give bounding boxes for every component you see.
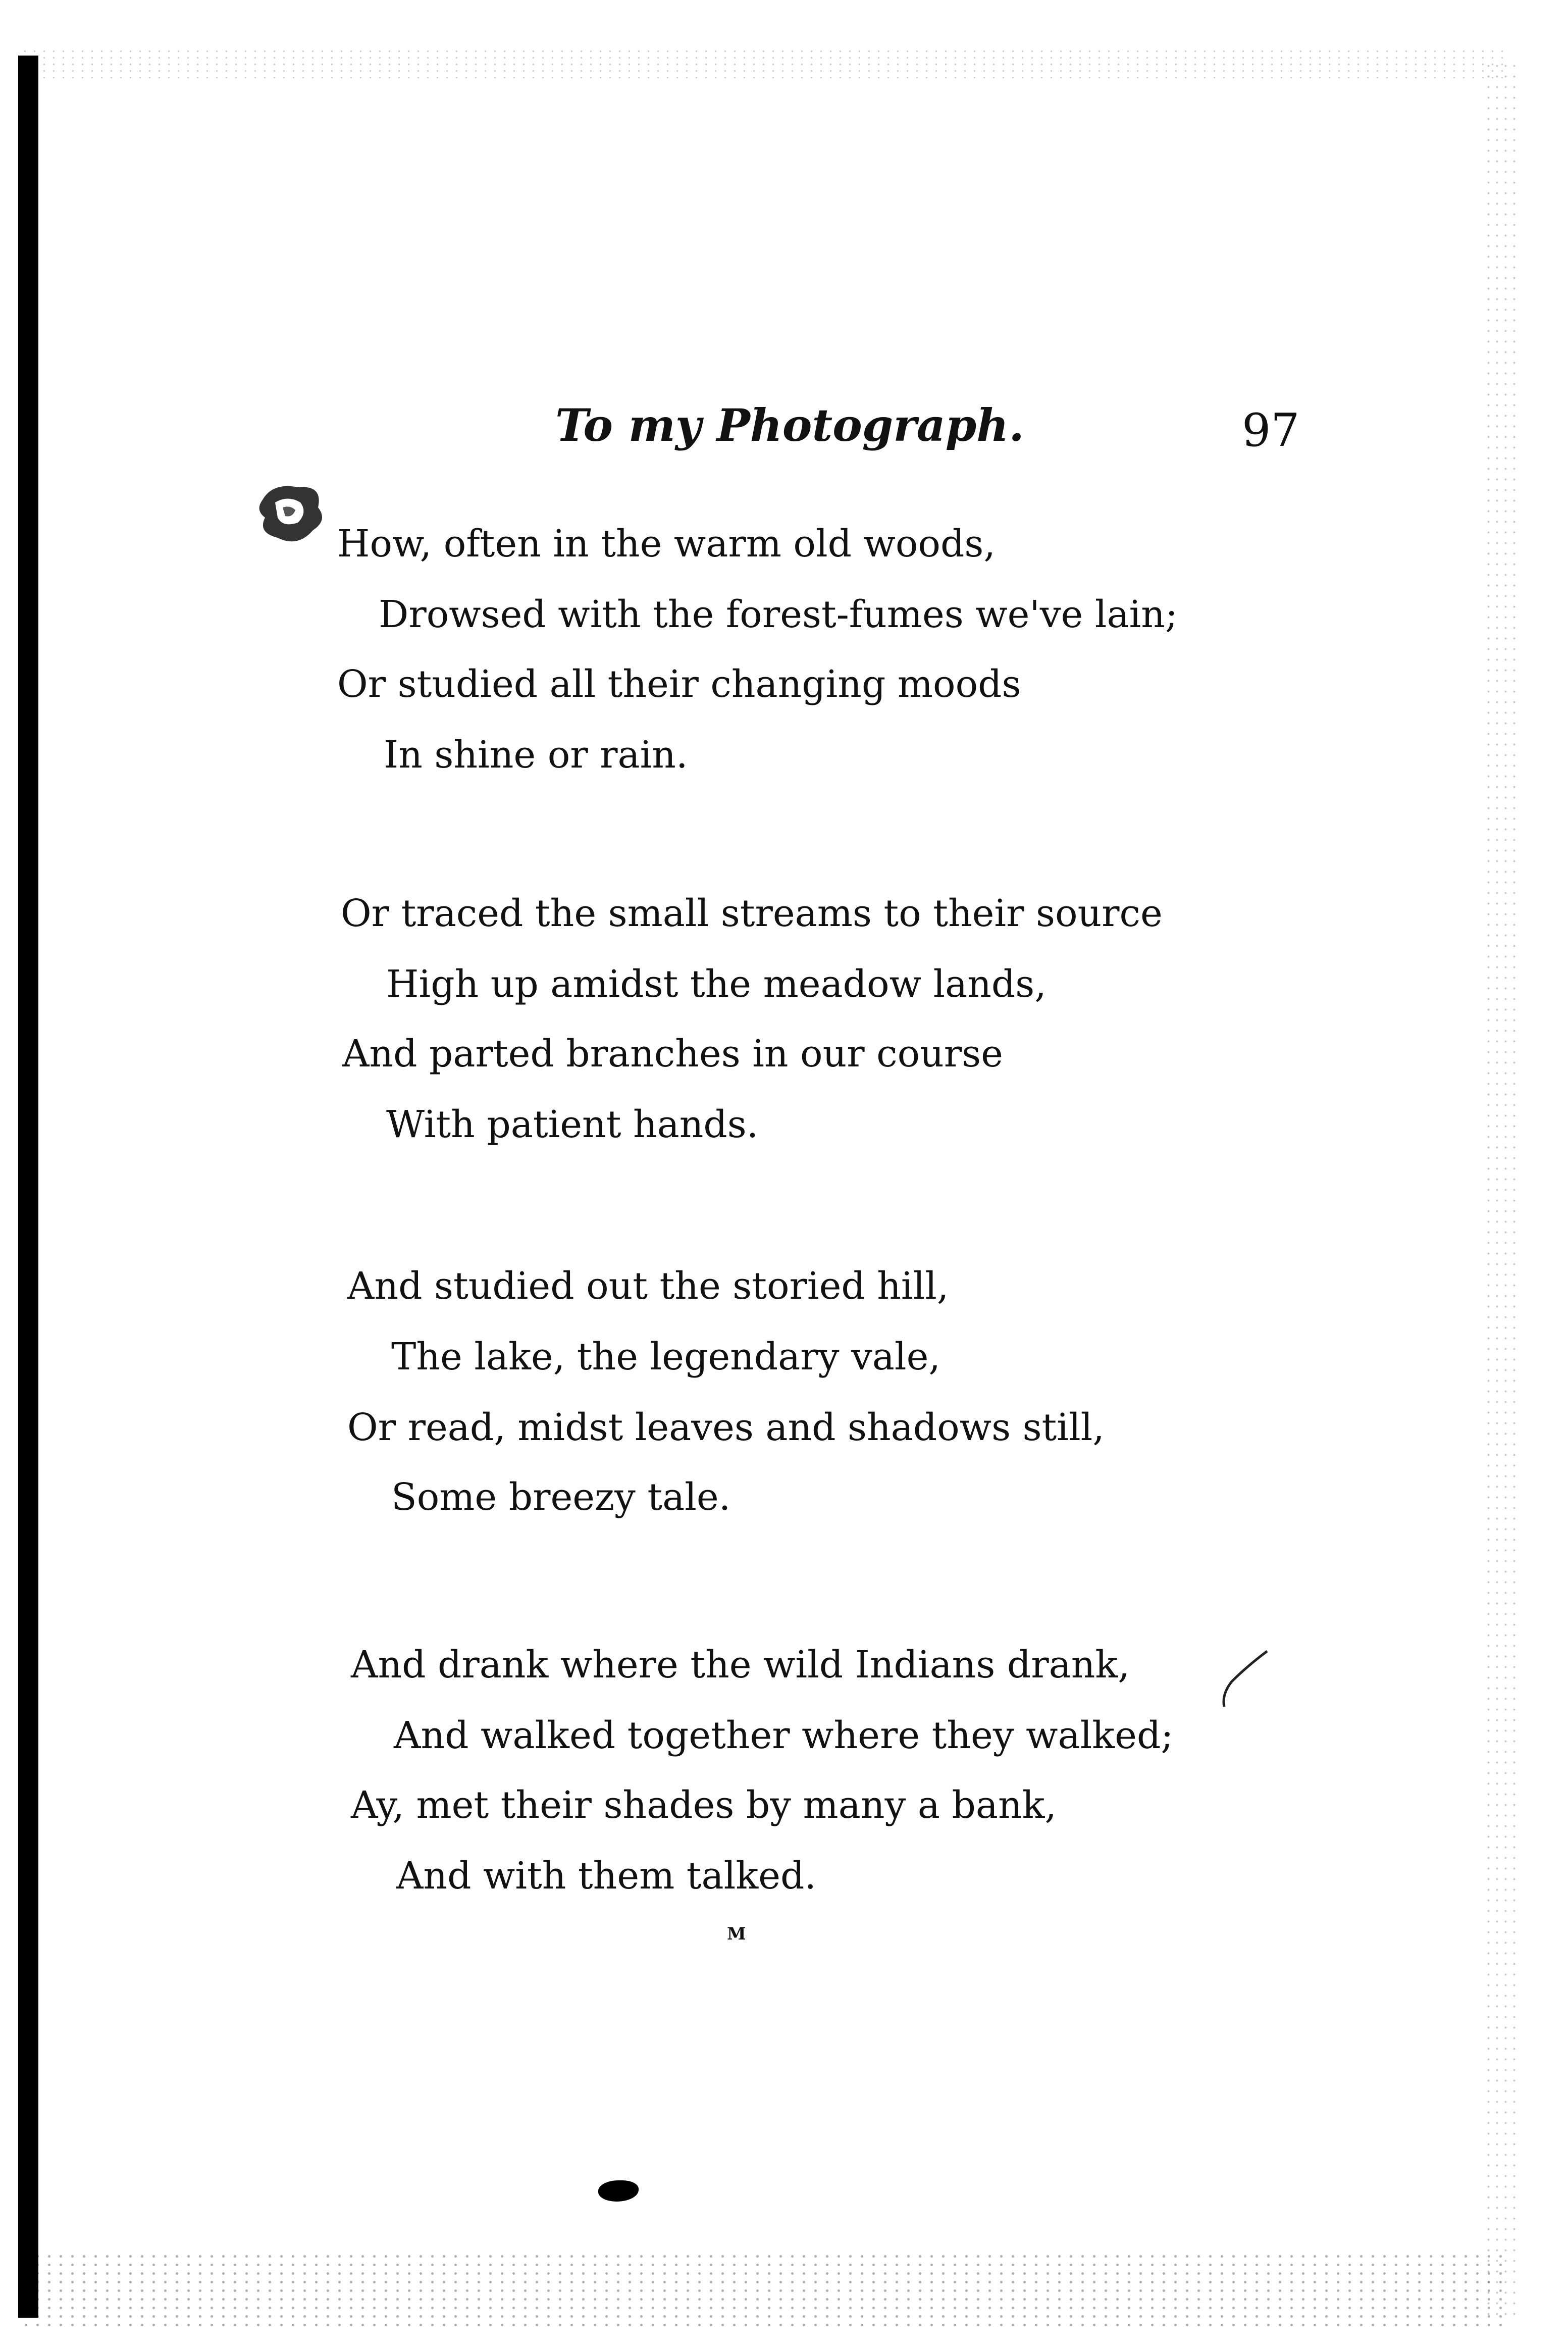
running-title: To my Photograph. <box>555 399 1024 451</box>
poem-line: And drank where the wild Indians drank, <box>351 1643 1130 1687</box>
poem-line: And with them talked. <box>396 1854 816 1898</box>
poem-line: Or studied all their changing moods <box>337 662 1021 706</box>
poem-line: Ay, met their shades by many a bank, <box>351 1783 1057 1827</box>
signature-mark: M <box>727 1924 746 1944</box>
ornament-icon <box>252 480 333 550</box>
poem-line: How, often in the warm old woods, <box>337 522 996 566</box>
page-binding-edge <box>18 56 38 2318</box>
right-edge-speckle <box>1484 61 1520 2323</box>
poem-line: Or read, midst leaves and shadows still, <box>347 1406 1105 1449</box>
bottom-edge-speckle <box>20 2252 1504 2328</box>
poem-line: Drowsed with the forest-fumes we've lain; <box>379 593 1178 636</box>
ink-blot <box>598 2180 639 2202</box>
poem-line: And parted branches in our course <box>342 1032 1003 1076</box>
poem-line: In shine or rain. <box>384 733 688 777</box>
poem-line: High up amidst the meadow lands, <box>386 962 1047 1006</box>
poem-line: And walked together where they walked; <box>394 1714 1174 1757</box>
poem-line: Or traced the small streams to their source <box>341 892 1163 935</box>
page-number: 97 <box>1242 404 1300 457</box>
pencil-mark-icon <box>1212 1646 1272 1712</box>
poem-line: The lake, the legendary vale, <box>391 1335 940 1379</box>
poem-line: Some breezy tale. <box>391 1475 731 1519</box>
poem-line: With patient hands. <box>386 1103 759 1146</box>
top-edge-speckle <box>20 48 1504 83</box>
poem-line: And studied out the storied hill, <box>347 1264 949 1308</box>
